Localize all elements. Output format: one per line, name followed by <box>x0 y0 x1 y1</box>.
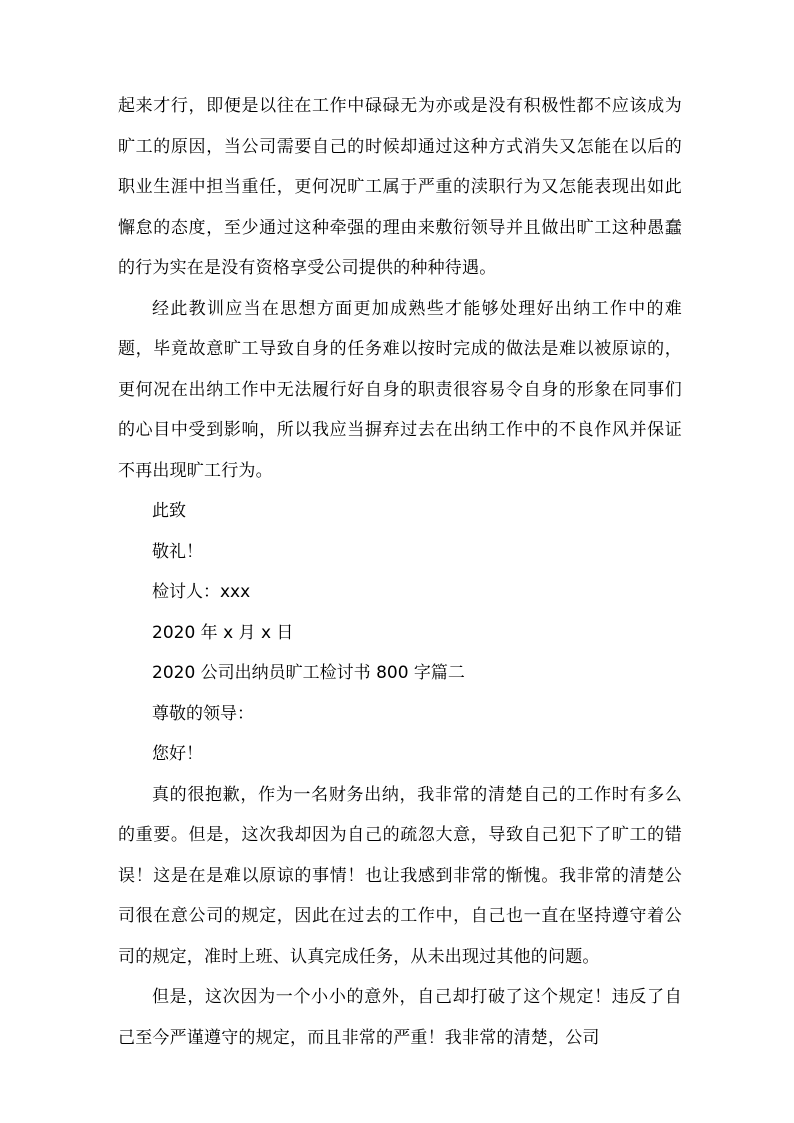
document-body <box>118 86 682 1058</box>
greeting-line: 您好！ <box>152 744 203 764</box>
closing-line: 此致 <box>152 501 186 521</box>
paragraph: 但是，这次因为一个小小的意外，自己却打破了这个规定！违反了自己至今严谨遵守的规定，而且非常的严重！我非常的清楚，公司 <box>118 987 682 1048</box>
paragraph: 起来才行，即便是以往在工作中碌碌无为亦或是没有积极性都不应该成为旷工的原因，当公司需要自己的时候却通过这种方式消失又怎能在以后的职业生涯中担当重任，更何况旷工属于严重的渎职行为又怎能表现出如此懈怠的态度，至少通过这种牵强的理由来敷衍领导并且做出旷工这种愚蠢的行为实在是没有资格享受公司提供的种种待遇。 <box>118 96 682 278</box>
signature-line: 检讨人：xxx <box>152 582 251 602</box>
paragraph: 真的很抱歉，作为一名财务出纳，我非常的清楚自己的工作时有多么的重要。但是，这次我却因为自己的疏忽大意，导致自己犯下了旷工的错误！这是在是难以原谅的事情！也让我感到非常的惭愧。我非常的清楚公司很在意公司的规定，因此在过去的工作中，自己也一直在坚持遵守着公司的规定，准时上班、认真完成任务，从未出现过其他的问题。 <box>118 784 682 967</box>
greeting-recipient: 尊敬的领导： <box>152 703 254 724</box>
date-line: 2020 年 x 月 x 日 <box>152 622 294 643</box>
section-title: 2020 公司出纳员旷工检讨书 800 字篇二 <box>152 663 465 683</box>
paragraph: 经此教训应当在思想方面更加成熟些才能够处理好出纳工作中的难题，毕竟故意旷工导致自身的任务难以按时完成的做法是难以被原谅的，更何况在出纳工作中无法履行好自身的职责很容易令自身的形象在同事们的心目中受到影响，所以我应当摒弃过去在出纳工作中的不良作风并保证不再出现旷工行为。 <box>118 298 682 481</box>
salutation-line: 敬礼！ <box>152 541 203 562</box>
